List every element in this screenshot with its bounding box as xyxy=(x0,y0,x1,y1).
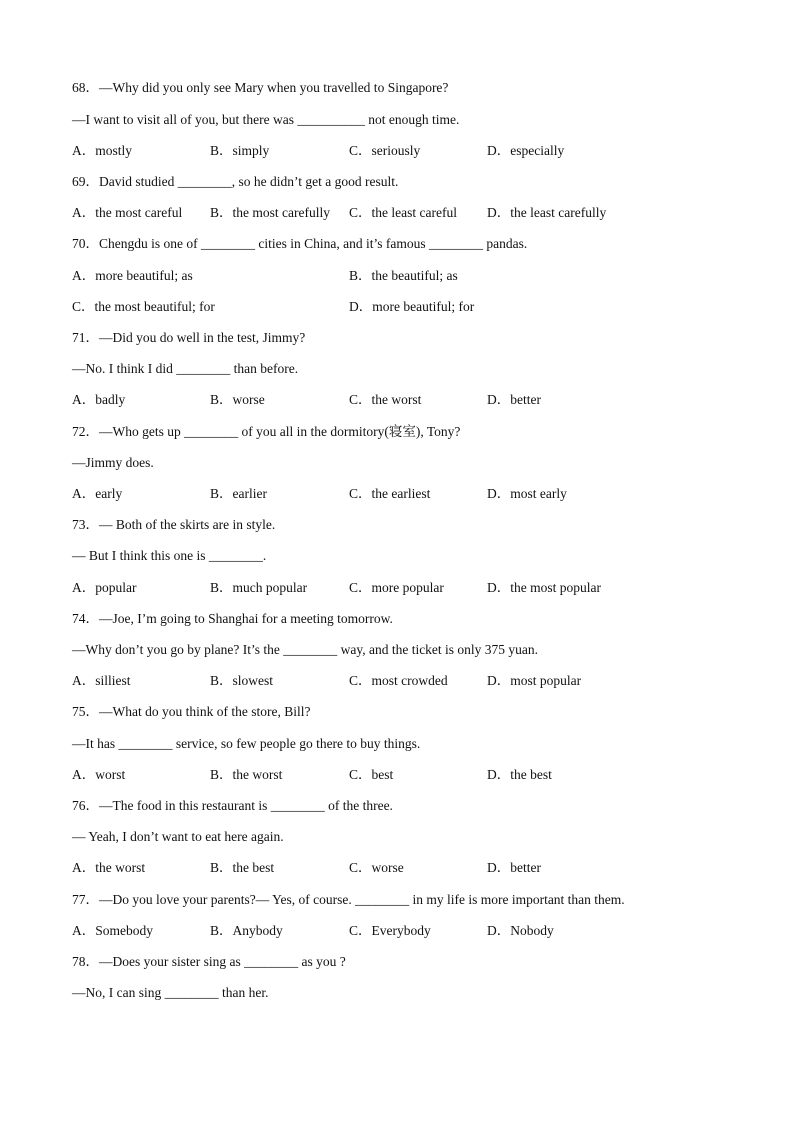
question-69-option-b: B．the most carefully xyxy=(210,205,330,220)
question-69-option-d: D．the least carefully xyxy=(487,205,607,220)
question-76-response: — Yeah, I don’t want to eat here again. xyxy=(72,829,284,844)
question-68-option-b: B．simply xyxy=(210,143,270,158)
question-78-response: —No, I can sing ________ than her. xyxy=(72,985,269,1000)
question-71-prompt: 71．—Did you do well in the test, Jimmy? xyxy=(72,330,306,345)
question-72-prompt: 72．—Who gets up ________ of you all in the dormitory(寝室), Tony? xyxy=(72,424,461,439)
question-77-option-c: C．Everybody xyxy=(349,923,431,938)
question-75-option-d: D．the best xyxy=(487,767,552,782)
question-70-option-a: A．more beautiful; as xyxy=(72,268,193,283)
question-70-prompt: 70．Chengdu is one of ________ cities in China, and it’s famous ________ pandas. xyxy=(72,236,528,251)
question-75-prompt: 75．—What do you think of the store, Bill? xyxy=(72,704,311,719)
question-68-option-c: C．seriously xyxy=(349,143,421,158)
question-71-option-a: A．badly xyxy=(72,392,126,407)
question-72-option-d: D．most early xyxy=(487,486,567,501)
question-69-option-c: C．the least careful xyxy=(349,205,457,220)
question-74-option-c: C．most crowded xyxy=(349,673,448,688)
question-73-prompt: 73．— Both of the skirts are in style. xyxy=(72,517,276,532)
question-68-response: —I want to visit all of you, but there was __________ not enough time. xyxy=(72,112,460,127)
question-68-option-d: D．especially xyxy=(487,143,565,158)
question-73-option-d: D．the most popular xyxy=(487,580,601,595)
question-74-prompt: 74．—Joe, I’m going to Shanghai for a meeting tomorrow. xyxy=(72,611,393,626)
question-71-option-c: C．the worst xyxy=(349,392,422,407)
question-74-option-b: B．slowest xyxy=(210,673,274,688)
question-73-option-a: A．popular xyxy=(72,580,137,595)
question-75-option-c: C．best xyxy=(349,767,394,782)
question-71-option-b: B．worse xyxy=(210,392,265,407)
question-76-option-a: A．the worst xyxy=(72,860,146,875)
question-73-response: — But I think this one is ________. xyxy=(72,548,267,563)
question-78-prompt: 78．—Does your sister sing as ________ as you ? xyxy=(72,954,346,969)
question-69-prompt: 69．David studied ________, so he didn’t get a good result. xyxy=(72,174,399,189)
question-77-option-b: B．Anybody xyxy=(210,923,283,938)
question-72-response: —Jimmy does. xyxy=(72,455,154,470)
question-76-option-d: D．better xyxy=(487,860,541,875)
question-76-option-b: B．the best xyxy=(210,860,275,875)
question-69-option-a: A．the most careful xyxy=(72,205,183,220)
question-70-option-c: C．the most beautiful; for xyxy=(72,299,215,314)
question-68-prompt: 68．—Why did you only see Mary when you travelled to Singapore? xyxy=(72,80,449,95)
question-77-option-d: D．Nobody xyxy=(487,923,554,938)
question-72-option-b: B．earlier xyxy=(210,486,267,501)
question-74-option-a: A．silliest xyxy=(72,673,131,688)
question-68-option-a: A．mostly xyxy=(72,143,133,158)
question-75-option-b: B．the worst xyxy=(210,767,283,782)
question-77-option-a: A．Somebody xyxy=(72,923,153,938)
question-73-option-c: C．more popular xyxy=(349,580,444,595)
question-70-option-d: D．more beautiful; for xyxy=(349,299,475,314)
question-71-response: —No. I think I did ________ than before. xyxy=(72,361,299,376)
question-74-option-d: D．most popular xyxy=(487,673,582,688)
question-75-response: —It has ________ service, so few people go there to buy things. xyxy=(72,736,421,751)
question-72-option-c: C．the earliest xyxy=(349,486,431,501)
question-70-option-b: B．the beautiful; as xyxy=(349,268,458,283)
question-71-option-d: D．better xyxy=(487,392,541,407)
question-74-response: —Why don’t you go by plane? It’s the ________ way, and the ticket is only 375 yuan. xyxy=(72,642,539,657)
question-76-option-c: C．worse xyxy=(349,860,404,875)
question-73-option-b: B．much popular xyxy=(210,580,308,595)
question-75-option-a: A．worst xyxy=(72,767,126,782)
question-72-option-a: A．early xyxy=(72,486,123,501)
question-76-prompt: 76．—The food in this restaurant is ________ of the three. xyxy=(72,798,393,813)
question-77-prompt: 77．—Do you love your parents?— Yes, of course. ________ in my life is more important than them. xyxy=(72,892,625,907)
